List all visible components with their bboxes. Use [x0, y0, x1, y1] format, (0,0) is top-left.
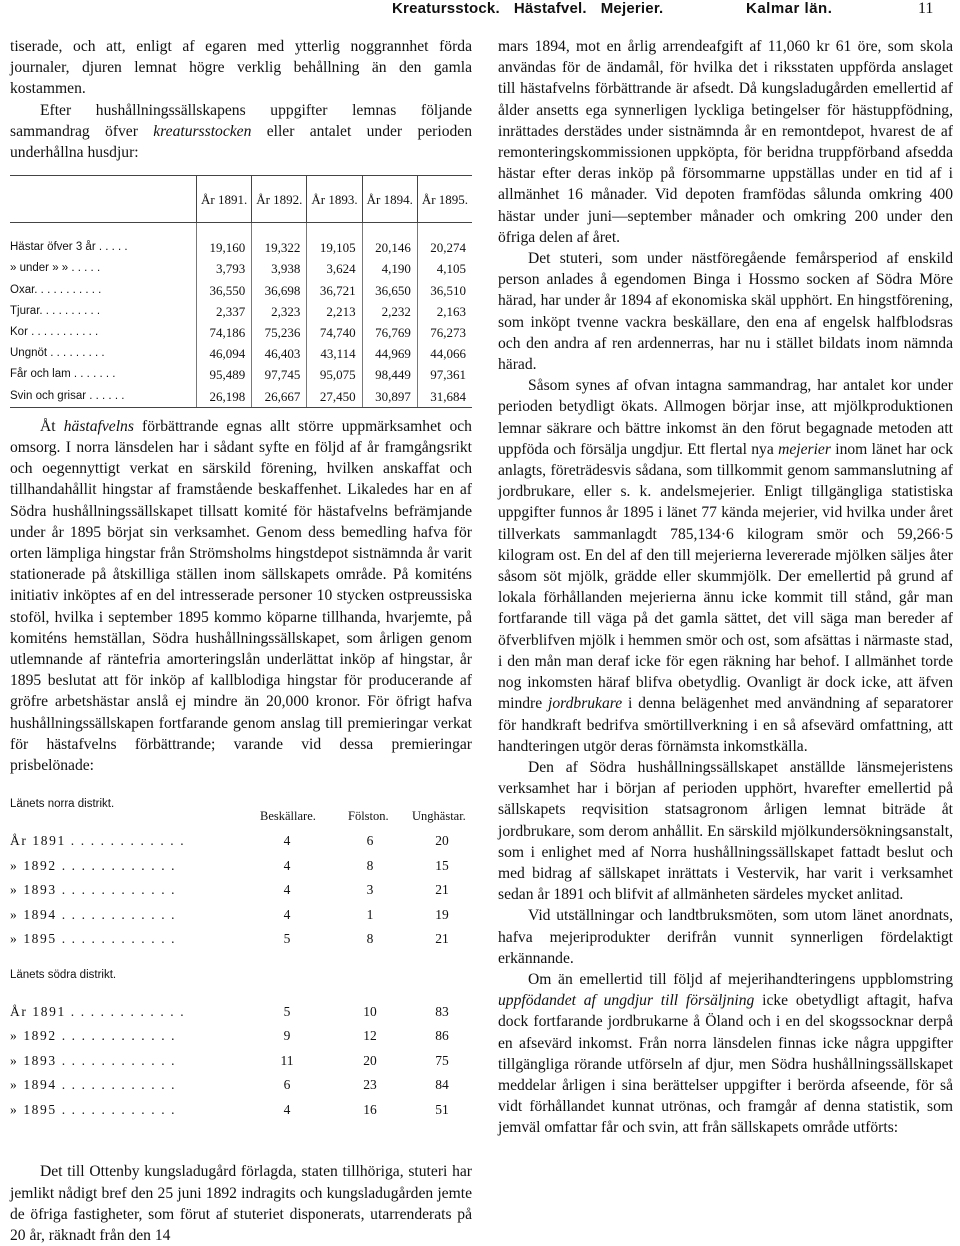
prize-row	[10, 828, 472, 853]
row-label: Tjurar. . . . . . . . . .	[10, 304, 101, 317]
row-label: Hästar öfver 3 år . . . . .	[10, 241, 128, 254]
table-cell: 43,114	[307, 343, 362, 364]
row-label: Ungnöt . . . . . . . . .	[10, 347, 105, 360]
prize-value: 4	[283, 882, 291, 898]
left-para-1: tiserade, och att, enligt af egaren med ytterlig noggrannhet förda journaler, djuren lemnat högre verklig behållning än den gamla kostammen.	[10, 38, 472, 98]
prize-year: » 1892 . . . . . . . . . . . .	[10, 857, 177, 873]
prize-value: 86	[435, 1028, 449, 1044]
table-cell: 36,650	[362, 280, 417, 301]
table-cell: 3,793	[197, 258, 252, 279]
prize-year: År 1891 . . . . . . . . . . . .	[10, 833, 186, 849]
table-cell: 44,969	[362, 343, 417, 364]
table-cell: 4,190	[362, 258, 417, 279]
table-cell: 36,721	[307, 280, 362, 301]
table-cell: 27,450	[307, 386, 362, 408]
prize-row	[10, 1072, 472, 1097]
table-cell: 76,273	[417, 322, 472, 343]
prize-value: 9	[283, 1028, 291, 1044]
table-cell: 95,489	[197, 364, 252, 385]
livestock-table	[10, 175, 472, 408]
prize-year: » 1893 . . . . . . . . . . . .	[10, 882, 177, 898]
north-district-title: Länets norra distrikt.	[10, 798, 115, 811]
table-row	[10, 386, 472, 408]
prize-value: 51	[435, 1101, 449, 1117]
prize-value: 6	[366, 833, 374, 849]
table-cell: 2,213	[307, 301, 362, 322]
table-cell: 2,323	[252, 301, 307, 322]
prize-year: » 1894 . . . . . . . . . . . .	[10, 1077, 177, 1093]
prize-value: 20	[363, 1052, 377, 1068]
prize-year: » 1895 . . . . . . . . . . . .	[10, 931, 177, 947]
left-para-4: Det till Ottenby kungsladugård förlagda, staten tillhöriga, stuteri har jemlikt nådigt bref den 25 juni 1892 indragits och kungsladugården jemte de öfriga fastigheter, som förut af stuteriet disponerats, utarrenderats på 20 år, räknadt från den 14	[10, 1163, 472, 1244]
north-rows	[10, 828, 472, 951]
header-section-hastafvel: Hästafvel.	[513, 0, 587, 17]
right-para-4: Den af Södra hushållningssällskapet anställde länsmejeristens verksamhet har i början af perioden upphört, hvarefter emellertid på sällskapets reqvisition statsagronom årligen lemnat biträde åt jordbrukare, som derom anhållit. En särskild mjölkundersökningsanstalt, som i enlighet med af Norra hushållningssällskapet fattadt beslut och med bidrag af sällskapet inrättats i Vestervik, har varit i verksamhet sedan år 1891 och blifvit af allmänheten särdeles mycket anlitad.	[498, 758, 953, 904]
col-header-folston: Fölston.	[348, 809, 389, 824]
prize-row	[10, 853, 472, 878]
prize-value: 20	[435, 833, 449, 849]
table-cell: 31,684	[417, 386, 472, 408]
table-cell: 76,769	[362, 322, 417, 343]
prize-year: År 1891 . . . . . . . . . . . .	[10, 1003, 186, 1019]
prize-value: 12	[363, 1028, 377, 1044]
table-cell: 2,232	[362, 301, 417, 322]
prize-table	[10, 794, 472, 1121]
table-cell: 20,146	[362, 237, 417, 258]
prize-value: 15	[435, 857, 449, 873]
year-header: År 1892.	[252, 176, 307, 223]
header-section-kreatursstock: Kreatursstock.	[392, 0, 500, 17]
year-header: År 1891.	[197, 176, 252, 223]
table-row	[10, 258, 472, 279]
prize-row	[10, 1048, 472, 1073]
table-row	[10, 364, 472, 385]
table-cell: 97,361	[417, 364, 472, 385]
prize-value: 19	[435, 906, 449, 922]
south-rows	[10, 999, 472, 1122]
livestock-header-row	[10, 176, 472, 223]
table-cell: 74,186	[197, 322, 252, 343]
prize-year: » 1894 . . . . . . . . . . . .	[10, 906, 177, 922]
prize-value: 1	[366, 906, 374, 922]
prize-value: 4	[283, 906, 291, 922]
left-para-2: Efter hushållningssällskapens uppgifter lemnas följande sammandrag öfver kreatursstocken eller antalet under perioden underhållna husdjur:	[10, 101, 473, 162]
year-header: År 1893.	[307, 176, 362, 223]
table-cell: 36,550	[197, 280, 252, 301]
right-column	[498, 36, 953, 1139]
table-cell: 19,160	[197, 237, 252, 258]
prize-value: 5	[283, 1003, 291, 1019]
col-header-unghastar: Unghästar.	[412, 809, 466, 824]
left-column	[10, 36, 472, 1246]
table-cell: 95,075	[307, 364, 362, 385]
prize-row	[10, 877, 472, 902]
row-label: Oxar. . . . . . . . . . .	[10, 283, 102, 296]
table-row	[10, 237, 472, 258]
table-cell: 97,745	[252, 364, 307, 385]
prize-value: 4	[283, 833, 291, 849]
prize-row	[10, 1097, 472, 1122]
right-para-1: mars 1894, mot en årlig arrendeafgift af 11,060 kr 61 öre, som skola användas för de ändamål, för hvilka det i riksstaten uppförda anslaget till hästafvelns förbättrande är afsedt. Då kungsladugården emellertid af ålder ansetts ega synnerligen lyckliga betingelser för hästuppfödning, inrättades derstädes under sistnämnda år en remontdepot, hvarest de af remonteringskommissionen uppköpta, för beridna truppförband afsedda hästar efter deras inköp på försommarne uppställas under en tid af i allmänhet 16 månader. Vid depoten framfödas sålunda omkring 400 hästar under juni—september månader och omkring 200 under den öfriga delen af året.	[498, 38, 953, 246]
table-cell: 2,337	[197, 301, 252, 322]
row-label: Kor . . . . . . . . . . .	[10, 326, 99, 339]
right-para-6: Om än emellertid till följd af mejerihandteringens uppblomstring uppfödandet af ungdjur till försäljning icke obetydligt aftagit, hafva dock fortfarande jordbrukarne å Öland och i en del skogssocknar derpå en afsevärd inkomst. Från norra länsdelen finnas icke några uppgifter tillgängliga rörande utförseln af djur, men Södra hushållningssällskapet meddelar årligen i sina berättelser uppgifter i berörda afseende, för så vidt förhållandet kunnat utrönas, och framgår af denna statistik, som jemväl omfattar får och svin, att från sällskapets område utförts:	[498, 970, 953, 1137]
south-district-title: Länets södra distrikt.	[10, 968, 117, 981]
right-para-5: Vid utställningar och landtbruksmöten, som utom länet anordnats, hafva mejeriprodukter derifrån vunnit synnerligen fördelaktigt erkännande.	[498, 907, 953, 967]
table-cell: 26,667	[252, 386, 307, 408]
prize-value: 8	[366, 931, 374, 947]
table-cell: 2,163	[417, 301, 472, 322]
table-cell: 46,094	[197, 343, 252, 364]
prize-value: 16	[363, 1101, 377, 1117]
col-header-beskallare: Beskällare.	[260, 809, 316, 824]
table-cell: 46,403	[252, 343, 307, 364]
table-cell: 36,698	[252, 280, 307, 301]
year-header: År 1895.	[417, 176, 472, 223]
row-label: Svin och grisar . . . . . .	[10, 386, 197, 408]
prize-value: 11	[280, 1052, 294, 1068]
right-para-2: Det stuteri, som under nästföregående femårsperiod af enskild person anlades å egendomen Binga i Hossmo socken af Södra Möre härad, har under år 1894 af ekonomiska skäl upphört. En hingstförening, som inköpt tvenne vackra beskällare, den ena af engelsk halfblodsras och den andra af ren ardennerras, har nu i stället bildats inom nämnda härad.	[498, 250, 953, 374]
row-label: » under » » . . . . .	[10, 262, 101, 275]
table-cell: 74,740	[307, 322, 362, 343]
prize-value: 4	[283, 857, 291, 873]
table-cell: 30,897	[362, 386, 417, 408]
prize-value: 4	[283, 1101, 291, 1117]
table-cell: 20,274	[417, 237, 472, 258]
prize-row	[10, 1023, 472, 1048]
table-row	[10, 280, 472, 301]
header-region: Kalmar län.	[746, 0, 833, 17]
table-cell: 26,198	[197, 386, 252, 408]
prize-year: » 1892 . . . . . . . . . . . .	[10, 1028, 177, 1044]
prize-row	[10, 902, 472, 927]
table-cell: 19,105	[307, 237, 362, 258]
table-cell: 98,449	[362, 364, 417, 385]
prize-row	[10, 926, 472, 951]
table-row	[10, 301, 472, 322]
table-cell: 19,322	[252, 237, 307, 258]
prize-year: » 1893 . . . . . . . . . . . .	[10, 1052, 177, 1068]
page-number: 11	[918, 0, 934, 17]
prize-value: 8	[366, 857, 374, 873]
prize-year: » 1895 . . . . . . . . . . . .	[10, 1101, 177, 1117]
prize-value: 21	[435, 931, 449, 947]
table-cell: 4,105	[417, 258, 472, 279]
year-header: År 1894.	[362, 176, 417, 223]
prize-value: 23	[363, 1077, 377, 1093]
prize-value: 5	[283, 931, 291, 947]
prize-value: 83	[435, 1003, 449, 1019]
prize-value: 75	[435, 1052, 449, 1068]
table-cell: 3,938	[252, 258, 307, 279]
row-label: Får och lam . . . . . . .	[10, 368, 116, 381]
header-sections	[392, 0, 677, 17]
running-header	[0, 0, 960, 22]
prize-value: 3	[366, 882, 374, 898]
prize-value: 10	[363, 1003, 377, 1019]
prize-row	[10, 999, 472, 1024]
table-cell: 44,066	[417, 343, 472, 364]
right-para-3: Såsom synes af ofvan intagna sammandrag, har antalet kor under perioden betydligt ökats. Allmogen börjar inse, att mjölkproduktionen lemnar säkrare och bättre inkomst än den förut begagnade metoden att uppföda och försälja ungdjur. Ett flertal nya mejerier inom länet har ock anlagts, företrädesvis sådana, som tillkommit genom sammanslutning af jordbrukare, eller s. k. andelsmejerier. Enligt tillgängliga statistiska uppgifter funnos år 1895 i länet 77 kända mejerier, vid hvilka under året tillverkats sammanlagdt 785,134·6 kilogram smör och 59,266·5 kilogram ost. En del af den till mejerierna levererade mjölken säljes åter såsom söt mjölk, grädde eller skummjölk. Der emellertid på grund af lokala förhållanden mejerierna ännu icke kommit till stånd, går man fortfarande till väga på det gamla sättet, det vill säga man bereder af öfverblifven mjölk i hemmen smör och ost, som afsättas i närmaste stad, i den mån man deraf icke för egen räkning har behof. I allmänhet torde nog inkomsten häraf blifva obetydlig. Ovanligt är dock icke, att äfven mindre jordbrukare i denna belägenhet med användning af separatorer för handkraft bedrifva smörtillverkning i en så afsevärd omfattning, att handteringen utgör deras förnämsta inkomstkälla.	[498, 377, 953, 755]
table-cell: 3,624	[307, 258, 362, 279]
prize-value: 84	[435, 1077, 449, 1093]
prize-value: 6	[283, 1077, 291, 1093]
table-row	[10, 322, 472, 343]
table-cell: 36,510	[417, 280, 472, 301]
table-row	[10, 343, 472, 364]
table-cell: 75,236	[252, 322, 307, 343]
prize-value: 21	[435, 882, 449, 898]
left-para-3: Åt hästafvelns förbättrande egnas allt större uppmärksamhet och omsorg. I norra länsdelen har i sådant syfte en följd af år framgångsrikt och oegennyttigt verkat en särskild förening, hvilken anskaffat och tillhandahållit hingstar af framstående beskaffenhet. Likaledes har en af Södra hushållningssällskapet tillsatt komité för hästafvelns befrämjande under år 1895 börjat sin verksamhet. Genom dess bemedling hafva för orten lämpliga hingstar från Strömsholms hingstdepot sistnämnda år varit stationerade på åtskilliga ställen inom sällskapets område. På komiténs initiativ inköptes af en del intresserade personer 10 stycken ostpreussiska stoföl, hvilka i september 1895 kommo köparne tillhanda, hvarjemte, på komiténs hemställan, Södra hushållningssällskapet, som årligen genom utlemnande af räntefria amorteringslån underlättat inköp af hingstar, år 1895 beslutat att för inköp af kallblodiga hingstar för producerande af gröfre arbetshästar anslå ej mindre än 20,000 kronor. För öfrigt hafva hushållningssällskapen fortfarande genom anslag till premieringar verkat för hästafvelns förbättrande; varande vid dessa premieringar prisbelönade:	[10, 417, 472, 775]
header-section-mejerier: Mejerier.	[600, 0, 664, 17]
